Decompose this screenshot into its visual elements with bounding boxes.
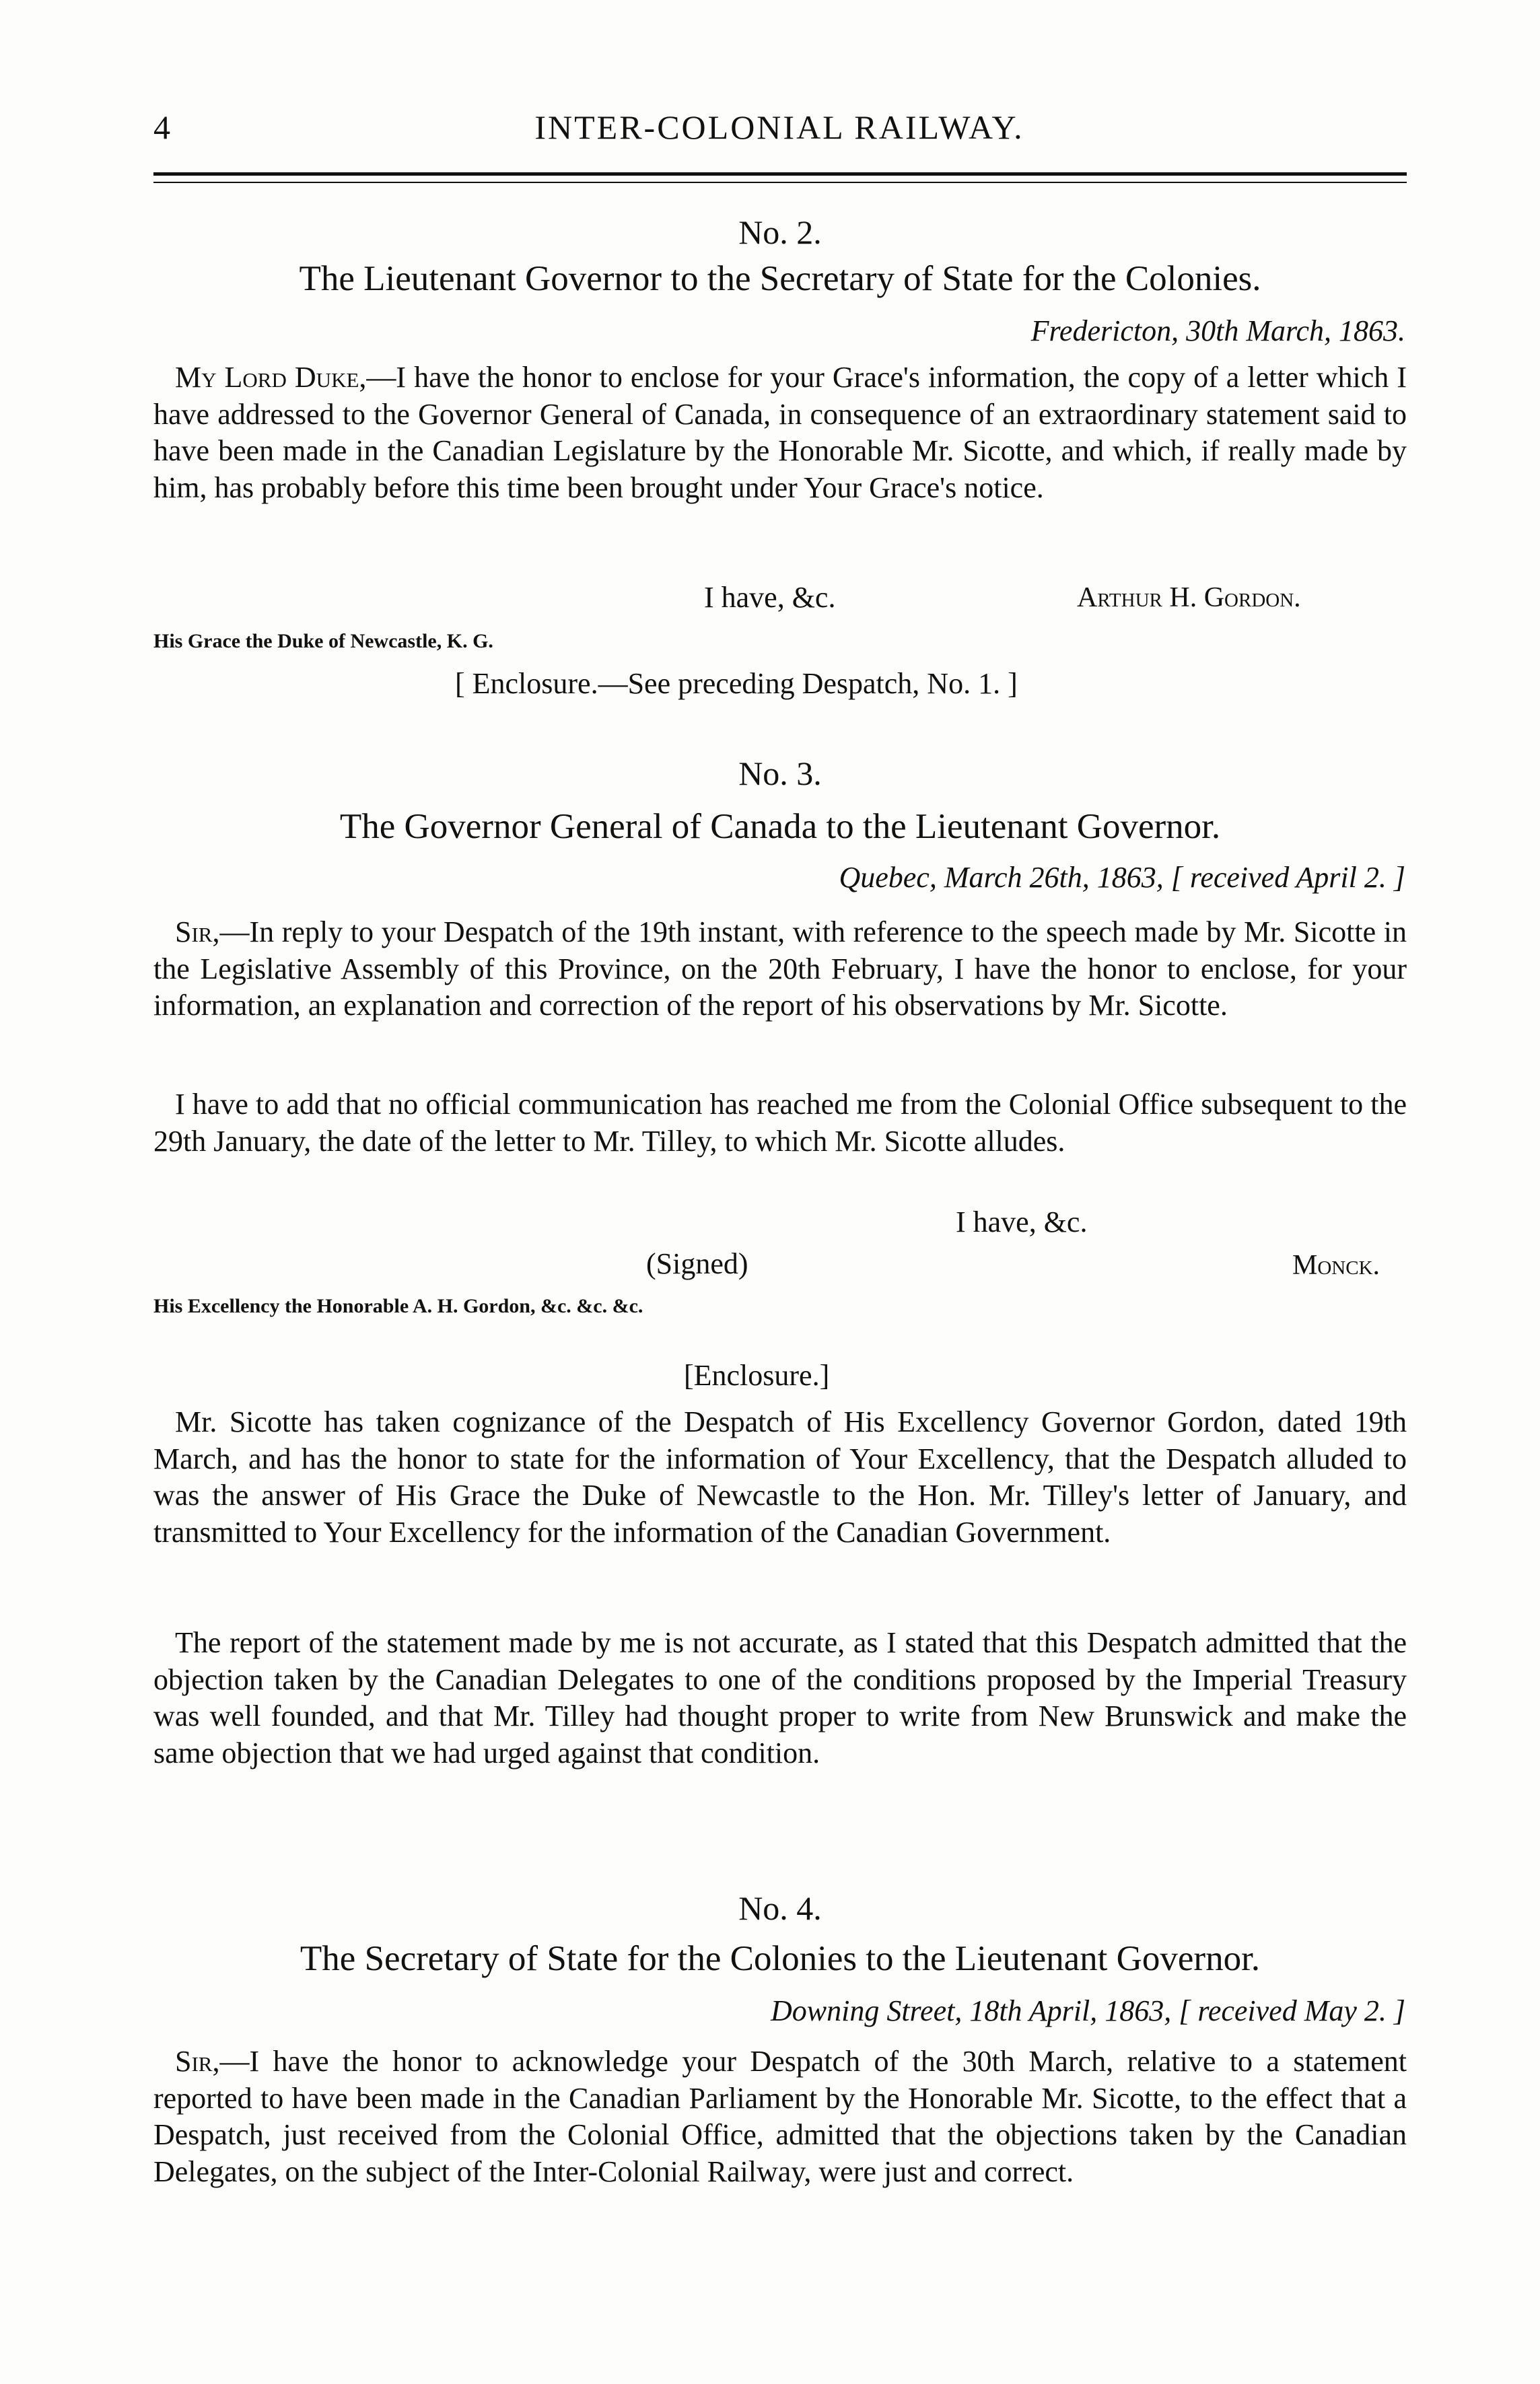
doc3-enclosure-paragraph-1: Mr. Sicotte has taken cognizance of the Despatch of His Excellency Governor Gordon, dated 19th March, and has the honor to state for the information of Your Excellency, that the Despatch alluded to was the answer of His Grace the Duke of Newcastle to the Hon. Mr. Tilley's letter of January, and transmitted to Your Excellency for the information of the Canadian Government. [153,1405,1407,1549]
doc2-body-text: —I have the honor to enclose for your Grace's information, the copy of a letter which I have addressed to the Governor General of Canada, in consequence of an extraordinary statement said to have been made in the Canadian Legislature by the Honorable Mr. Sicotte, and which, if really made by him, has probably before this time been brought under Your Grace's notice. [153,361,1407,504]
doc3-title: The Governor General of Canada to the Lieutenant Governor. [339,807,1221,846]
doc2-number: No. 2. [738,213,822,251]
doc2-title: The Lieutenant Governor to the Secretary of State for the Colonies. [299,259,1261,298]
doc4-salutation: Sir, [175,2045,220,2078]
doc2-salutation: My Lord Duke, [175,361,367,394]
doc3-body-paragraph-2: I have to add that no official communication has reached me from the Colonial Office subsequent to the 29th January, the date of the letter to Mr. Tilley, to which Mr. Sicotte alludes. [153,1088,1407,1158]
doc2-enclosure-note: [ Enclosure.—See preceding Despatch, No. 1. ] [455,667,1018,700]
page-number: 4 [153,108,170,146]
header-rule-thick [153,172,1407,176]
doc3-closing: I have, &c. [956,1205,1088,1238]
doc3-enclosure-label: [Enclosure.] [684,1359,830,1392]
doc3-dateline: Quebec, March 26th, 1863, [ received April 2. ] [839,861,1405,894]
doc3-enclosure-paragraph-2: The report of the statement made by me is not accurate, as I stated that this Despatch admitted that the objection taken by the Canadian Delegates to one of the conditions proposed by the Imperial Treasury was well founded, and that Mr. Tilley had thought proper to write from New Brunswick and make the same objection that we had urged against that condition. [153,1626,1407,1769]
doc3-salutation: Sir, [175,915,220,948]
doc3-addressee: His Excellency the Honorable A. H. Gordon, &c. &c. &c. [153,1295,643,1317]
doc4-title: The Secretary of State for the Colonies to the Lieutenant Governor. [300,1939,1261,1978]
doc2-body [153,359,1407,506]
doc3-signature: Monck. [1292,1250,1380,1281]
doc3-number: No. 3. [738,755,822,792]
doc2-dateline: Fredericton, 30th March, 1863. [1030,314,1405,347]
doc4-body-text: —I have the honor to acknowledge your Despatch of the 30th March, relative to a statement reported to have been made in the Canadian Parliament by the Honorable Mr. Sicotte, to the effect that a Despatch, just received from the Colonial Office, admitted that the objections taken by the Canadian Delegates, on the subject of the Inter-Colonial Railway, were just and correct. [153,2045,1407,2188]
doc3-signed: (Signed) [646,1247,748,1280]
page-header [153,108,1405,162]
doc2-signature: Arthur H. Gordon. [1077,582,1301,613]
running-title: INTER-COLONIAL RAILWAY. [534,108,1024,146]
doc3-body-text: —In reply to your Despatch of the 19th instant, with reference to the speech made by Mr. Sicotte in the Legislative Assembly of this Province, on the 20th February, I have the honor to enclose, for your information, an explanation and correction of the report of his observations by Mr. Sicotte. [153,915,1407,1022]
doc4-body [153,2043,1407,2190]
doc4-dateline: Downing Street, 18th April, 1863, [ received May 2. ] [770,1994,1405,2027]
doc3-body-paragraph-1 [153,914,1407,1024]
doc4-number: No. 4. [738,1889,822,1927]
doc2-addressee: His Grace the Duke of Newcastle, K. G. [153,630,493,652]
doc2-closing: I have, &c. [704,581,836,614]
header-rule-thin [153,182,1407,183]
